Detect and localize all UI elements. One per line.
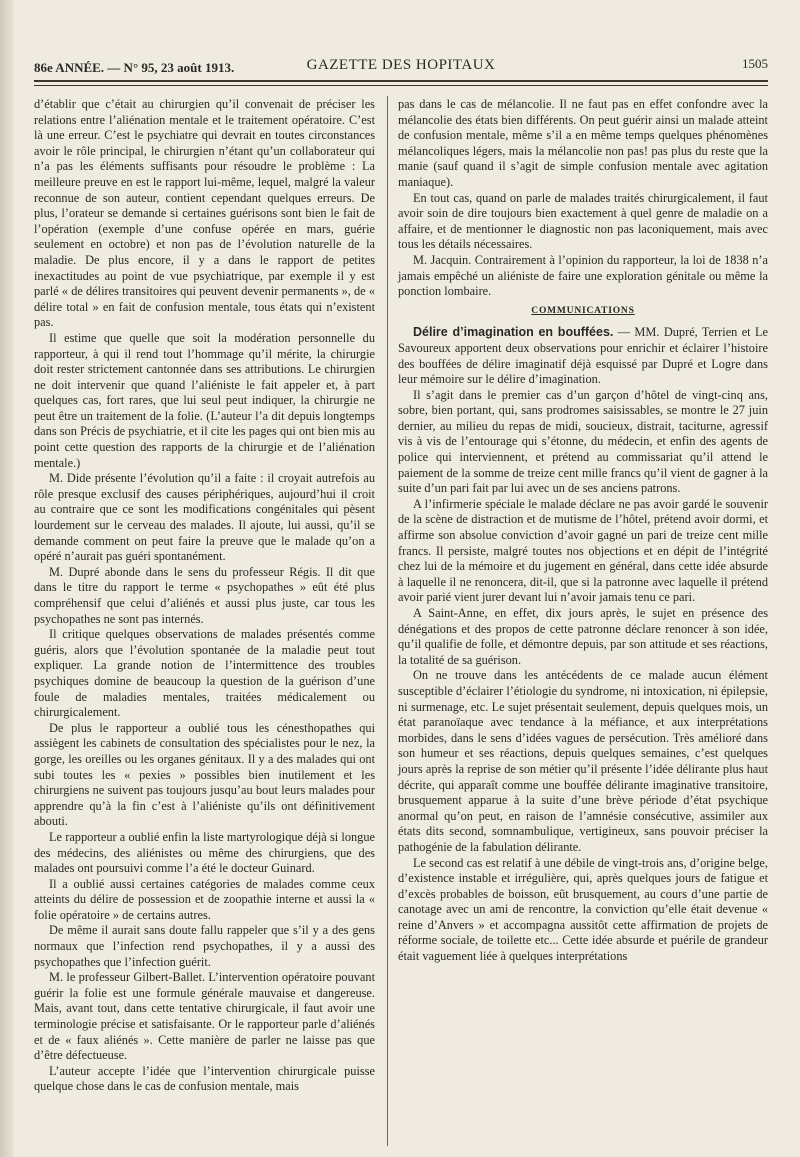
- paragraph: A l’infirmerie spéciale le malade déclare ne pas avoir gardé le souvenir de la scène de distraction et de mutisme de l’hôtel, prétend avoir dormi, et affirme son absolue conviction d’avoir gagné un pari de treize cent mille francs. Il persiste, malgré toutes nos objections et en dépit de l’intégrité chez lui de la mémoire et du jugement en général, dans cette idée absurde à laquelle il ne renoncera, dit-il, que si la patronne avec laquelle il prétend avoir parié vient jurer devant lui n’avoir jamais tenu ce pari.: [398, 496, 768, 605]
- paragraph: M. Jacquin. Contrairement à l’opinion du rapporteur, la loi de 1838 n’a jamais empêché un aliéniste de faire une exploration génitale ou même la ponction lombaire.: [398, 252, 768, 299]
- paragraph: Il estime que quelle que soit la modération personnelle du rapporteur, à qui il rend tout l’hommage qu’il mérite, la chirurgie doit rester strictement cantonnée dans ses attributions. Le chirurgien ne doit intervenir que quand l’aliéniste le fait appeler et, à part quelques cas, fort rares, que lui seul peut indiquer, la chirurgie ne peut être un traitement de la folie. (L’auteur l’a dit depuis longtemps dans son Précis de psychiatrie, et il cite les pages qui ont bien mis au point cette question des rapports de la chirurgie et de l’aliénation mentale.): [34, 330, 375, 470]
- paragraph: M. Dupré abonde dans le sens du professeur Régis. Il dit que dans le titre du rapport le terme « psychopathes » eût été plus compréhensif que celui d’aliénés et aussi plus juste, car tous les psychopathes ne sont pas internés.: [34, 564, 375, 626]
- left-column: [34, 97, 375, 1095]
- header-rule-thick: [34, 80, 768, 82]
- page-binding-shadow: [0, 0, 14, 1157]
- paragraph: De plus le rapporteur a oublié tous les cénesthopathes qui assiègent les cabinets de consultation des spécialistes pour le nez, la gorge, les oreilles ou les organes génitaux. Il y a des malades qui ont subi toutes les « pexies » possibles bien inutilement et les chirurgiens ne suivent pas toujours jusqu’au bout leurs malades pour apprendre qu’à la fin c’est à l’aliéniste qu’ils ont définitivement abouti.: [34, 720, 375, 829]
- paragraph: De même il aurait sans doute fallu rappeler que s’il y a des gens normaux que l’infection rend psychopathes, il y a aussi des psychopathes que l’infection guérit.: [34, 923, 375, 969]
- paragraph: Il critique quelques observations de malades présentés comme guéris, alors que l’évolution spontanée de la maladie peut tout expliquer. La grande notion de l’intermittence des troubles psychiques domine de beaucoup la question de la guérison d’une foule de maladies mentales, traitées médicalement ou chirurgicalement.: [34, 627, 375, 720]
- paragraph: Le rapporteur a oublié enfin la liste martyrologique déjà si longue des médecins, des aliénistes ou même des chirurgiens, que des malades ont poursuivi comme l’a été le docteur Guinard.: [34, 829, 375, 876]
- paragraph: M. Dide présente l’évolution qu’il a faite : il croyait autrefois au rôle presque exclusif des causes périphériques, aujourd’hui il croit au contraire que ce sont les modifications congénitales qui pèsent lourdement sur le cerveau des malades. Il ajoute, lui aussi, qu’il se demande comment on peut faire la preuve que le malade qu’on a opéré n’aurait pas guéri spontanément.: [34, 471, 375, 564]
- section-heading: COMMUNICATIONS: [531, 305, 635, 316]
- communication-paragraph: [398, 325, 768, 387]
- header-page-number: 1505: [742, 56, 768, 71]
- header-issue-info: 86e ANNÉE. — N° 95, 23 août 1913.: [34, 60, 235, 75]
- paragraph: En tout cas, quand on parle de malades traités chirurgicalement, il faut avoir soin de dire toujours bien exactement à quel genre de maladie on a affaire, et de mentionner le diagnostic non pas laconiquement, mais avec tous les détails nécessaires.: [398, 190, 768, 252]
- paragraph: M. le professeur Gilbert-Ballet. L’intervention opératoire pouvant guérir la folie est une formule générale mauvaise et dangereuse. Mais, avant tout, dans cette tentative chirurgicale, il faut avoir une terminologie précise et satisfaisante. Or le rapporteur parle d’aliénés et de « faux aliénés ». Cette manière de parler ne laisse pas que d’être défectueuse.: [34, 970, 375, 1063]
- paragraph: Le second cas est relatif à une débile de vingt-trois ans, d’origine belge, d’existence instable et irrégulière, qui, après quelques jours de fatigue et d’excès probables de boisson, eût brusquement, au cours d’une partie de canotage avec un ami de rencontre, la conviction qu’elle était devenue « reine d’Anvers » et accompagna aussitôt cette affirmation de projets de réforme sociale, de toilette etc... Cette idée absurde et puérile de grandeur était vaguement liée à quelques interprétations: [398, 855, 768, 964]
- header-rule-thin: [34, 85, 768, 86]
- communication-title: Délire d’imagination en bouffées.: [413, 325, 614, 340]
- header-journal-title: GAZETTE DES HOPITAUX: [306, 57, 496, 73]
- paragraph: A Saint-Anne, en effet, dix jours après, le sujet en présence des dénégations et des propos de cette patronne déclare renoncer à son idée, qu’il qualifie de folle, et démontre depuis, par son attitude et ses réactions, la totalité de sa guérison.: [398, 606, 768, 667]
- column-divider: [387, 96, 388, 1146]
- communication-text: — MM. Dupré, Terrien et Le Savoureux apportent deux observations pour enrichir et éclairer l’histoire des bouffées de délire imaginatif déjà esquissé par Dupré et Logre dans leur mémoire sur le délire d’imagination.: [398, 325, 768, 387]
- paragraph: d’établir que c’était au chirurgien qu’il convenait de préciser les relations entre l’aliénation mentale et le traitement opératoire. C’est là une erreur. C’est le psychiatre qui devrait en toutes circonstances avoir le rôle principal, le chirurgien n’étant qu’un collaborateur qui n’a pas les éléments suffisants pour résoudre le problème : La meilleure preuve en est le rapport lui-même, lequel, malgré la valeur reconnue de son auteur, contient cependant quelques erreurs. De plus, l’orateur se demande si certaines guérisons sont bien le fait de l’opération (exemple d’une confuse opérée en mars, guérie seulement en octobre) et non pas de l’évolution naturelle de la maladie. De plus encore, il y a dans le rapport de petites inexactitudes au point de vue psychiatrique, par exemple il y est parlé « de délires transitoires qui peuvent devenir permanents », de « délire total » en fait de confusion mentale, tous états qui n’existent pas.: [34, 97, 375, 330]
- page-header: [34, 56, 768, 80]
- paragraph: Il s’agit dans le premier cas d’un garçon d’hôtel de vingt-cinq ans, sobre, bien portant, qui, sans prodromes saisissables, se montre le 27 juin dernier, au milieu du repas de midi, soucieux, distrait, taciturne, agressif vis à vis de l’entourage qui s’étonne, du médecin, et enfin des agents de police qui interviennent, et prétend au commissariat qu’il attend le paiement de la somme de treize cent mille francs qu’il vient de gagner à la suite d’un pari fait par lui avec un de ses anciens patrons.: [398, 387, 768, 496]
- right-column: [398, 97, 768, 965]
- paragraph: pas dans le cas de mélancolie. Il ne faut pas en effet confondre avec la mélancolie des états bien différents. On peut guérir ainsi un malade atteint de confusion mentale, même s’il a en même temps quelques phénomènes mélancoliques légers, mais la mélancolie non pas! pas plus du reste que la manie (sauf quand il s’agit de simple confusion mentale avec agitation maniaque).: [398, 97, 768, 189]
- paragraph: On ne trouve dans les antécédents de ce malade aucun élément susceptible d’éclairer l’étiologie du syndrome, ni intoxication, ni épilepsie, ni surmenage, etc. Le sujet présentait seulement, depuis quelques mois, un état paranoïaque avec tendance à la méfiance, et aux interprétations morbides, dans le sens d’idées vagues de persécution. Très amélioré dans son humeur et ses réactions, depuis quelques semaines, c’est quelques jours après la reprise de son métier qu’il présente l’idée délirante plus haut décrite, qui apparaît comme une bouffée délirante imaginative transitoire, brusquement apparue à la suite d’une brève période d’état psychique anormal qu’on peut, en raison de l’amnésie consécutive, assimiler aux états dits second, somnambulique, vertigineux, sans pouvoir préciser la pathogénie de la fabulation délirante.: [398, 668, 768, 854]
- paragraph: L’auteur accepte l’idée que l’intervention chirurgicale puisse quelque chose dans le cas de confusion mentale, mais: [34, 1063, 375, 1094]
- paragraph: Il a oublié aussi certaines catégories de malades comme ceux atteints du délire de possession et de zoopathie interne et aussi la « folie opératoire » de certains autres.: [34, 876, 375, 922]
